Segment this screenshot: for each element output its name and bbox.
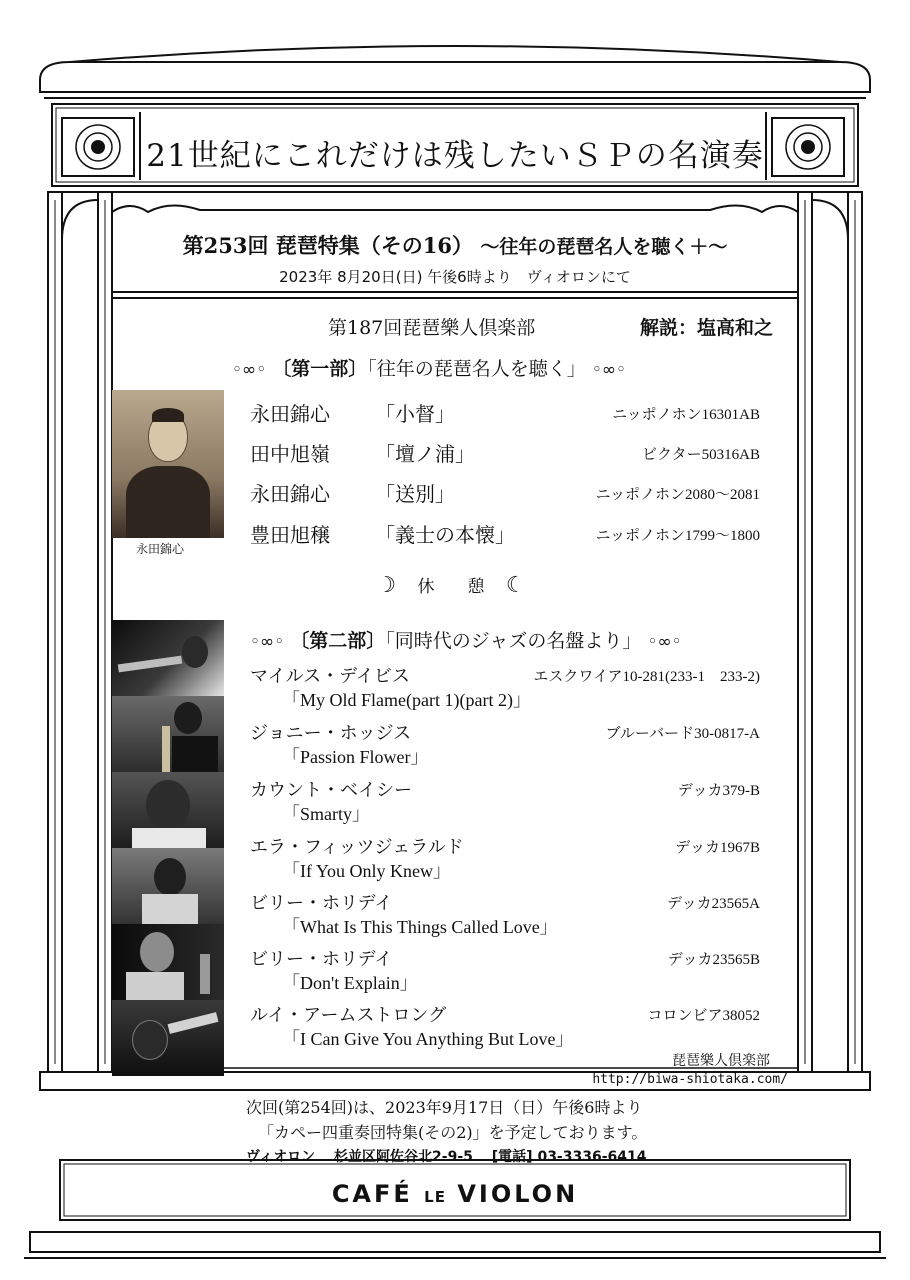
event-title bbox=[0, 230, 910, 260]
scroll-ornament-icon: ◦∞◦ bbox=[232, 360, 267, 380]
program-item bbox=[250, 438, 475, 467]
crescent-moon-icon: ☾ bbox=[505, 573, 534, 598]
record-label: ブルーバード30-0817-A bbox=[605, 726, 760, 742]
photo-caption: 永田錦心 bbox=[136, 542, 185, 556]
program-item bbox=[250, 478, 455, 507]
scroll-ornament-icon: ◦∞◦ bbox=[647, 632, 682, 652]
record-label: ニッポノホン2080～2081 bbox=[595, 487, 760, 503]
part1-title: 「往年の琵琶名人を聴く」 bbox=[367, 358, 586, 380]
commentary-credit: 解説：塩高和之 bbox=[640, 317, 774, 339]
intermission bbox=[0, 572, 910, 598]
part1-bracket: 〔第一部〕 bbox=[272, 358, 368, 380]
piece-title: 「Don't Explain」 bbox=[282, 973, 418, 993]
nagata-kinshin-photo bbox=[112, 390, 224, 538]
part1-heading bbox=[232, 354, 626, 381]
piece-title: 「Passion Flower」 bbox=[282, 747, 429, 767]
program-item bbox=[250, 519, 515, 548]
piece-title: 「送別」 bbox=[375, 482, 455, 506]
next-event-title: 「カペー四重奏団特集(その2)」を予定しております。 bbox=[258, 1123, 648, 1142]
cafe-sign bbox=[0, 1180, 910, 1208]
record-label: デッカ23565B bbox=[667, 952, 760, 968]
performer-name: 田中旭嶺 bbox=[250, 442, 330, 466]
scroll-ornament-icon: ◦∞◦ bbox=[591, 360, 627, 380]
poster-title: 21世紀にこれだけは残したいＳＰの名演奏 bbox=[146, 138, 764, 174]
event-main: 第253回 琵琶特集（その16） bbox=[182, 233, 474, 258]
record-label: エスクワイア10-281(233-1 233-2) bbox=[533, 669, 760, 685]
performer-name: 永田錦心 bbox=[250, 482, 330, 506]
performer-name: 永田錦心 bbox=[250, 402, 330, 426]
record-label: ニッポノホン16301AB bbox=[612, 407, 760, 423]
website-link[interactable]: http://biwa-shiotaka.com/ bbox=[592, 1072, 788, 1087]
performer-name: ビリー・ホリデイ bbox=[250, 893, 393, 914]
record-label: ニッポノホン1799～1800 bbox=[595, 528, 760, 544]
performer-name: ルイ・アームストロング bbox=[250, 1005, 447, 1026]
club-name: 琵琶樂人倶楽部 bbox=[672, 1053, 770, 1069]
part2-title: 「同時代のジャズの名盤より」 bbox=[385, 630, 642, 652]
part2-bracket: 〔第二部〕 bbox=[290, 630, 386, 652]
piece-title: 「Smarty」 bbox=[282, 804, 370, 824]
record-label: コロンビア38052 bbox=[647, 1008, 760, 1024]
cafe-word: CAFÉ bbox=[331, 1180, 413, 1208]
event-date: 2023年 8月20日(日) 午後6時より ヴィオロンにて bbox=[279, 268, 631, 286]
le-word: LE bbox=[424, 1188, 446, 1206]
piece-title: 「壇ノ浦」 bbox=[375, 442, 475, 466]
miles-davis-photo bbox=[112, 620, 224, 696]
record-label: デッカ1967B bbox=[675, 840, 760, 856]
count-basie-photo bbox=[112, 772, 224, 848]
louis-armstrong-photo bbox=[112, 1000, 224, 1076]
next-event-date: 次回(第254回)は、2023年9月17日（日）午後6時より bbox=[246, 1098, 643, 1117]
ella-fitzgerald-photo bbox=[112, 848, 224, 924]
piece-title: 「小督」 bbox=[375, 402, 455, 426]
piece-title: 「If You Only Knew」 bbox=[282, 861, 452, 881]
record-label: ビクター50316AB bbox=[641, 447, 760, 463]
performer-name: カウント・ベイシー bbox=[250, 780, 412, 801]
record-label: デッカ23565A bbox=[666, 896, 760, 912]
violon-word: VIOLON bbox=[457, 1180, 579, 1208]
venue-address: 杉並区阿佐谷北2-9-5 bbox=[334, 1149, 473, 1165]
part2-heading bbox=[250, 626, 682, 653]
piece-title: 「What Is This Things Called Love」 bbox=[282, 917, 558, 937]
piece-title: 「I Can Give You Anything But Love」 bbox=[282, 1029, 574, 1049]
piece-title: 「義士の本懐」 bbox=[375, 523, 515, 547]
performer-name: 豊田旭穣 bbox=[250, 523, 330, 547]
piece-title: 「My Old Flame(part 1)(part 2)」 bbox=[282, 690, 531, 710]
performer-name: ジョニー・ホッジス bbox=[250, 723, 412, 744]
crescent-moon-icon: ☽ bbox=[376, 573, 405, 598]
venue-info bbox=[246, 1146, 661, 1166]
billie-holiday-photo bbox=[112, 924, 224, 1000]
johnny-hodges-photo bbox=[112, 696, 224, 772]
venue-phone: [電話] 03-3336-6414 bbox=[491, 1149, 647, 1165]
program-item bbox=[250, 398, 455, 427]
performer-name: エラ・フィッツジェラルド bbox=[250, 837, 464, 858]
club-session: 第187回琵琶樂人倶楽部 bbox=[328, 317, 536, 339]
performer-name: ビリー・ホリデイ bbox=[250, 949, 393, 970]
record-label: デッカ379-B bbox=[677, 783, 760, 799]
intermission-label: 休 憩 bbox=[417, 577, 493, 597]
scroll-ornament-icon: ◦∞◦ bbox=[250, 632, 285, 652]
event-subtitle: ～往年の琵琶名人を聴く＋～ bbox=[480, 236, 728, 258]
venue-name: ヴィオロン bbox=[246, 1149, 316, 1165]
performer-name: マイルス・デイビス bbox=[250, 666, 410, 687]
